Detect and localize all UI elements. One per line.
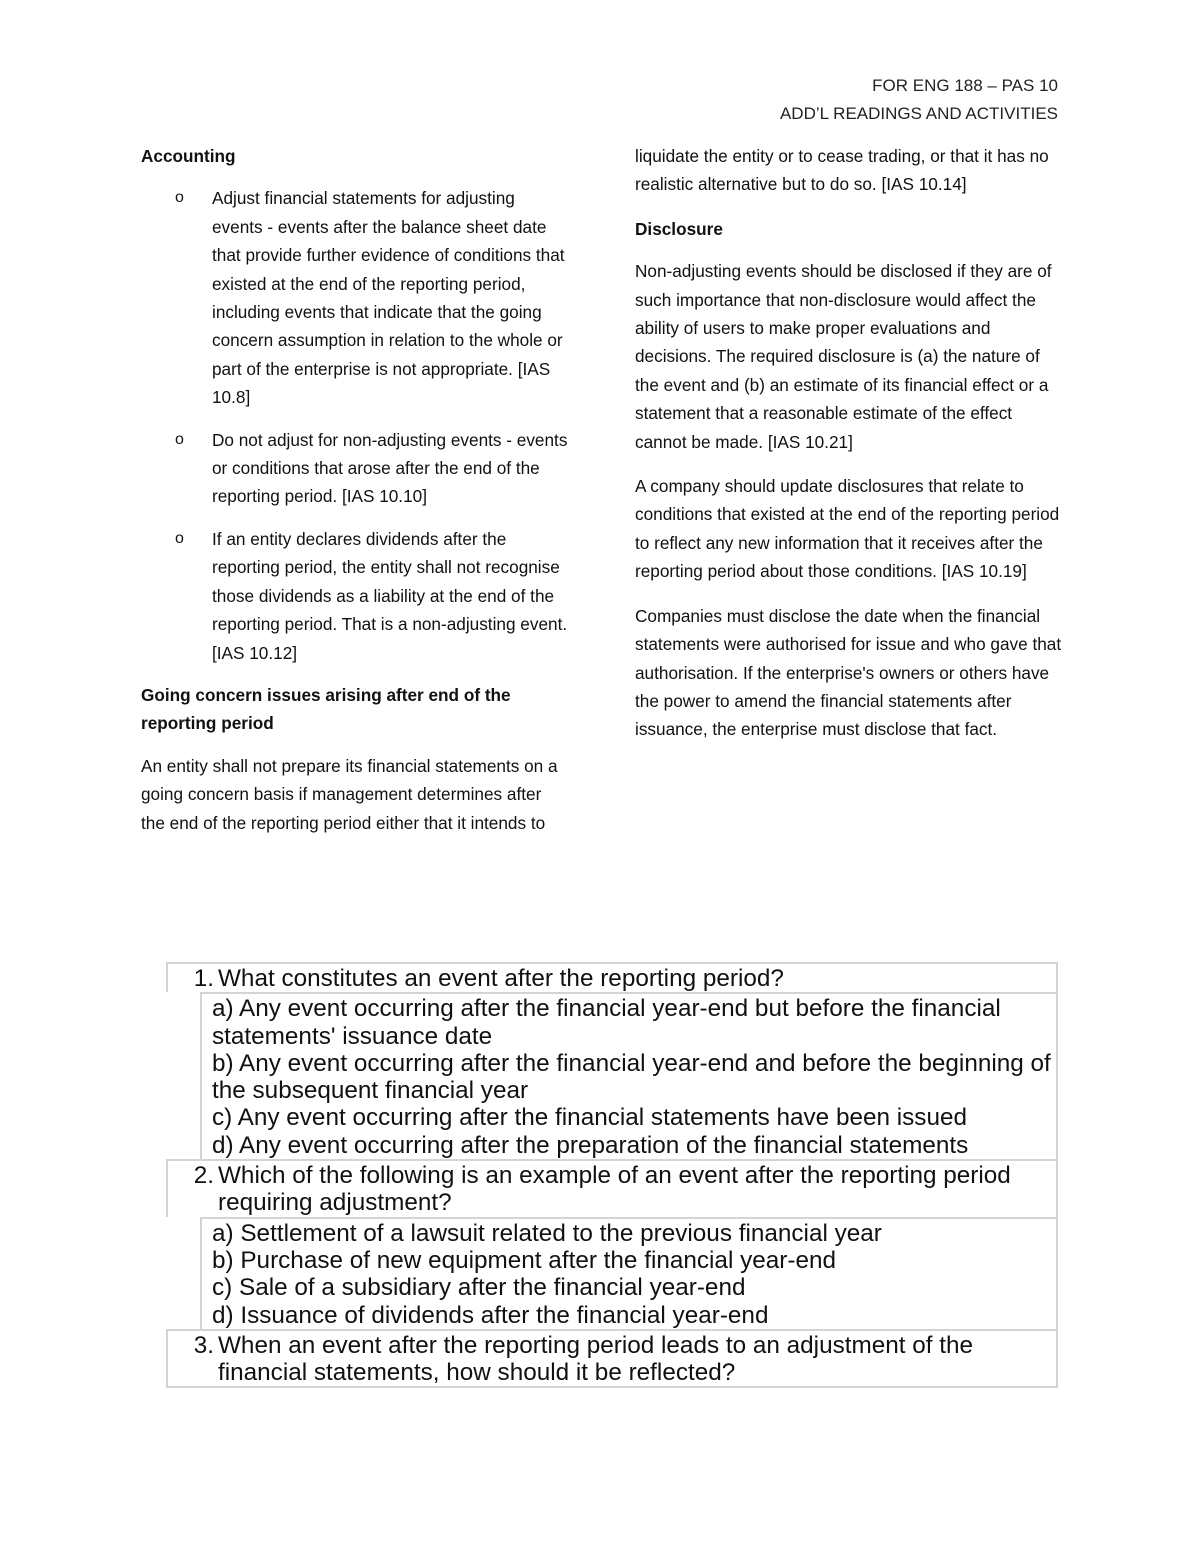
question-text: Which of the following is an example of an event after the reporting period requiring adjustment?: [218, 1162, 1011, 1217]
heading-accounting: Accounting: [141, 146, 236, 166]
going-concern-paragraph: An entity shall not prepare its financial statements on a going concern basis if management determines after the end of the reporting period either that it intends to: [141, 755, 558, 833]
option-item: c) Any event occurring after the financial statements have been issued: [212, 1104, 967, 1132]
question-text: When an event after the reporting period leads to an adjustment of the financial statements, how should it be reflected?: [218, 1331, 974, 1387]
quiz-table: [166, 962, 1058, 1388]
bullet-marker: o: [175, 529, 184, 547]
continued-paragraph: liquidate the entity or to cease trading, or that it has no realistic alternative but to do so. [IAS 10.14]: [635, 146, 1049, 195]
option-item: c) Sale of a subsidiary after the financial year-end: [212, 1274, 746, 1302]
accounting-bullet-list: [141, 184, 569, 667]
list-item: [141, 426, 569, 511]
disclosure-paragraph: A company should update disclosures that relate to conditions that existed at the end of the reporting period to reflect any new information that it receives after the reporting period about those conditions. [IAS 10.19]: [635, 476, 1060, 582]
list-item: [141, 184, 569, 411]
option-item: b) Any event occurring after the financial year-end and before the beginning of the subsequent financial year: [212, 1049, 1051, 1105]
page-header: [780, 72, 1058, 128]
bullet-marker: o: [175, 189, 184, 207]
question-row: [166, 1159, 1058, 1217]
question-row: [166, 962, 1058, 992]
disclosure-paragraph: Non-adjusting events should be disclosed if they are of such importance that non-disclosure would affect the ability of users to make proper evaluations and decisions. The required disclosure is (a) the nature of the event and (b) an estimate of its financial effect or a statement that a reasonable estimate of the effect cannot be made. [IAS 10.21]: [635, 261, 1052, 452]
question-row: [166, 1329, 1058, 1389]
right-column: [635, 142, 1063, 760]
option-item: b) Purchase of new equipment after the financial year-end: [212, 1246, 836, 1274]
question-number: 2.: [193, 1162, 214, 1190]
bullet-text: Do not adjust for non-adjusting events - events or conditions that arose after the end of the reporting period. [IAS 10.10]: [212, 429, 568, 507]
bullet-text: Adjust financial statements for adjusting events - events after the balance sheet date that provide further evidence of conditions that existed at the end of the reporting period, including events that indicate that the going concern assumption in relation to the whole or part of the enterprise is not appropriate. [IAS 10.8]: [212, 188, 565, 408]
heading-disclosure: Disclosure: [635, 218, 723, 239]
header-title-line: ADD’L READINGS AND ACTIVITIES: [779, 104, 1058, 123]
option-item: a) Settlement of a lawsuit related to the previous financial year: [212, 1219, 882, 1247]
question-number: 1.: [193, 965, 214, 992]
question-text: What constitutes an event after the reporting period?: [218, 965, 784, 992]
option-item: d) Any event occurring after the preparation of the financial statements: [212, 1131, 969, 1159]
bullet-text: If an entity declares dividends after the reporting period, the entity shall not recognise those dividends as a liability at the end of the reporting period. That is a non-adjusting event. [IAS 10.12]: [212, 528, 568, 663]
list-item: [141, 525, 569, 667]
question-number: 3.: [193, 1331, 214, 1359]
header-course-line: FOR ENG 188 – PAS 10: [872, 76, 1058, 95]
heading-going-concern: Going concern issues arising after end of the reporting period: [141, 684, 511, 734]
disclosure-paragraph: Companies must disclose the date when the financial statements were authorised for issue and who gave that authorisation. If the enterprise's owners or others have the power to amend the financial statements after issuance, the enterprise must disclose that fact.: [635, 605, 1062, 740]
left-column: [141, 142, 569, 853]
option-item: a) Any event occurring after the financial year-end but before the financial statements' issuance date: [212, 995, 1001, 1050]
options-row: [200, 1217, 1058, 1329]
bullet-marker: o: [175, 430, 184, 448]
option-item: d) Issuance of dividends after the financial year-end: [212, 1301, 769, 1329]
options-row: [200, 992, 1058, 1159]
